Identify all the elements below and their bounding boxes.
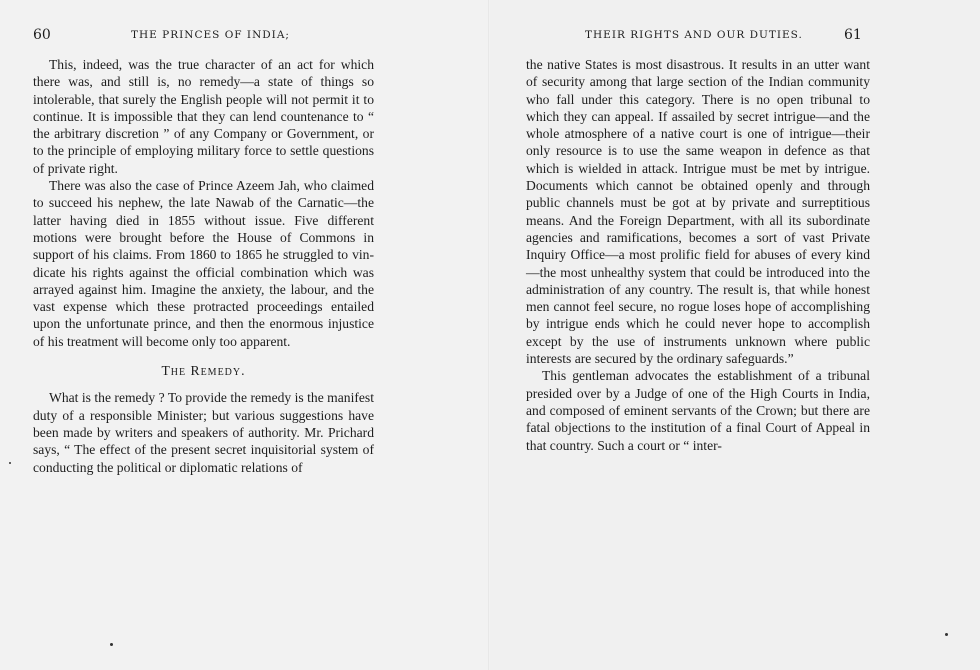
right-running-head: THEIR RIGHTS AND OUR DUTIES. [585,29,803,41]
right-paragraph-2: This gentleman advocates the establishment of a tribunal presided over by a Judge of one of the High Courts in India, and composed of eminent servants of the Crown; but there are fatal objections to the institution of a final Court of Appeal in that country. Such a court or “ inter- [526,368,870,453]
right-page-number: 61 [844,27,862,43]
right-page-body [526,56,870,454]
left-paragraph-2: There was also the case of Prince Azeem Jah, who claimed to succeed his nephew, the late Nawab of the Carnatic—the latter having died in 1855 without issue. Five different motions were brought before the House of Commons in support of his claims. From 1860 to 1865 he struggled to vindicate his rights against the official combination which was arrayed against him. Imagine the anxiety, the labour, and the vast expense which these protracted proceedings entailed upon the unfortunate prince, and then the enormous injustice of his treatment will become only too apparent. [33,178,374,349]
left-running-head: THE PRINCES OF INDIA; [131,29,290,41]
section-heading: The Remedy. [161,363,246,379]
left-page-body [33,56,374,476]
right-paragraph-1: the native States is most disastrous. It results in an utter want of security among that large section of the Indian community who fall under this category. There is no open tribunal to which they can appeal. If assailed by secret intrigue—and the whole atmosphere of a native court is one of intrigue—their only resource is to use the same weapon in defence as that which is wielded in attack. Intrigue must be met by intrigue. Documents which cannot be obtained openly and through public channels must be got at by private and surreptitious means. And the Foreign Department, with all its subordinate agencies and ramifications, becomes a sort of vast Private Inquiry Office—a most prolific field for abuses of every kind—the most unhealthy system that could be introduced into the administration of any country. The result is, that while honest men cannot feel secure, no rogue loses hope of accomplishing by intrigue ends which he could never hope to accomplish except by the use of instruments unknown where public interests are secured by the ordinary safeguards.” [526,57,870,367]
scan-speck [9,462,11,464]
left-paragraph-1: This, indeed, was the true character of an act for which there was, and still is, no remedy—a state of things so intolerable, that surely the English people will not permit it to continue. It is impossible that they can lend countenance to “ the arbitrary discretion ” of any Company or Government, or to the principle of employing military force to settle questions of private right. [33,57,374,176]
left-page-number: 60 [33,27,51,43]
right-page [490,0,980,670]
scan-speck [945,633,948,636]
scan-speck [110,643,113,646]
left-paragraph-3: What is the remedy ? To provide the remedy is the manifest duty of a responsible Minister; but various suggestions have been made by writers and speakers of authority. Mr. Prichard says, “ The effect of the present secret inquisitorial system of conducting the political or diplomatic relations of [33,390,374,475]
